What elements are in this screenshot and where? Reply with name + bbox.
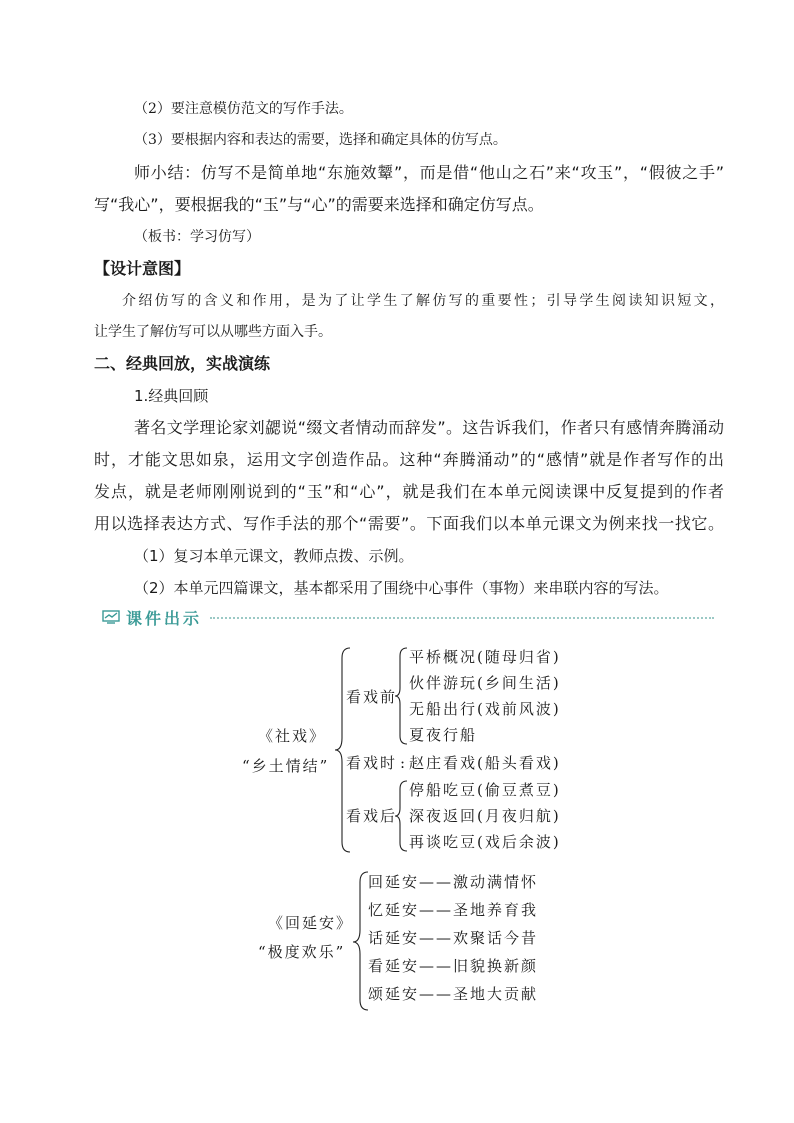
text-line-16: （2）本单元四篇课文，基本都采用了围绕中心事件（事物）来串联内容的写法。 (134, 579, 669, 597)
text-line-13: 发点，就是老师刚刚说到的“玉”和“心”，就是我们在本单元阅读课中反复提到的作者 (94, 482, 724, 501)
list-item: 平桥概况(随母归省) (409, 648, 561, 666)
text-line-8: 让学生了解仿写可以从哪些方面入手。 (94, 324, 332, 340)
colon: : (400, 754, 408, 772)
text-line-1: （2）要注意模仿范文的写作手法。 (134, 101, 353, 117)
text-line-5: （板书：学习仿写） (134, 229, 260, 245)
text-line-14: 用以选择表达方式、写作手法的那个“需要”。下面我们以本单元课文为例来找一找它。 (94, 514, 724, 533)
list-item: 夏夜行船 (409, 726, 478, 744)
list-item: 忆延安——圣地养育我 (368, 901, 539, 919)
diagram1-subtitle: “乡土情结” (242, 757, 330, 775)
text-line-7: 介绍仿写的含义和作用，是为了让学生了解仿写的重要性；引导学生阅读知识短文， (122, 293, 724, 309)
group-label-after: 看戏后 (346, 807, 398, 825)
list-item: 话延安——欢聚话今昔 (368, 929, 539, 947)
text-line-12: 时，才能文思如泉，运用文字创造作品。这种“奔腾涌动”的“感情”就是作者写作的出 (94, 450, 724, 469)
list-item: 深夜返回(月夜归航) (409, 807, 561, 825)
diagram1-title: 《社戏》 (258, 727, 327, 745)
group-label-during: 看戏时 (346, 754, 398, 772)
section-heading-2: 二、经典回放，实战演练 (94, 354, 271, 373)
subheading-1: 1.经典回顾 (134, 387, 209, 405)
list-item: 无船出行(戏前风波) (409, 700, 561, 718)
list-item: 颂延安——圣地大贡献 (368, 985, 539, 1003)
text-line-4: 写“我心”，要根据我的“玉”与“心”的需要来选择和确定仿写点。 (94, 195, 544, 214)
list-item: 停船吃豆(偷豆煮豆) (409, 781, 561, 799)
list-item: 赵庄看戏(船头看戏) (409, 754, 561, 772)
banner-label: 课件出示 (126, 609, 203, 628)
text-line-11: 著名文学理论家刘勰说“缀文者情动而辞发”。这告诉我们，作者只有感情奔腾涌动 (134, 418, 724, 437)
section-heading-design-intent: 【设计意图】 (94, 259, 191, 278)
brace-outer-2 (353, 872, 368, 1010)
list-item: 再谈吃豆(戏后余波) (409, 833, 561, 851)
list-item: 看延安——旧貌换新颜 (368, 957, 539, 975)
list-item: 伙伴游玩(乡间生活) (409, 674, 561, 692)
text-line-3: 师小结：仿写不是简单地“东施效颦”，而是借“他山之石”来“攻玉”，“假彼之手” (134, 163, 724, 182)
diagram2-title: 《回延安》 (268, 914, 354, 932)
group-label-before: 看戏前 (346, 688, 398, 706)
text-line-2: （3）要根据内容和表达的需要，选择和确定具体的仿写点。 (134, 132, 507, 148)
text-line-15: （1）复习本单元课文，教师点拨、示例。 (134, 547, 414, 565)
diagram2-subtitle: “极度欢乐” (258, 943, 346, 961)
list-item: 回延安——激动满情怀 (368, 873, 539, 891)
